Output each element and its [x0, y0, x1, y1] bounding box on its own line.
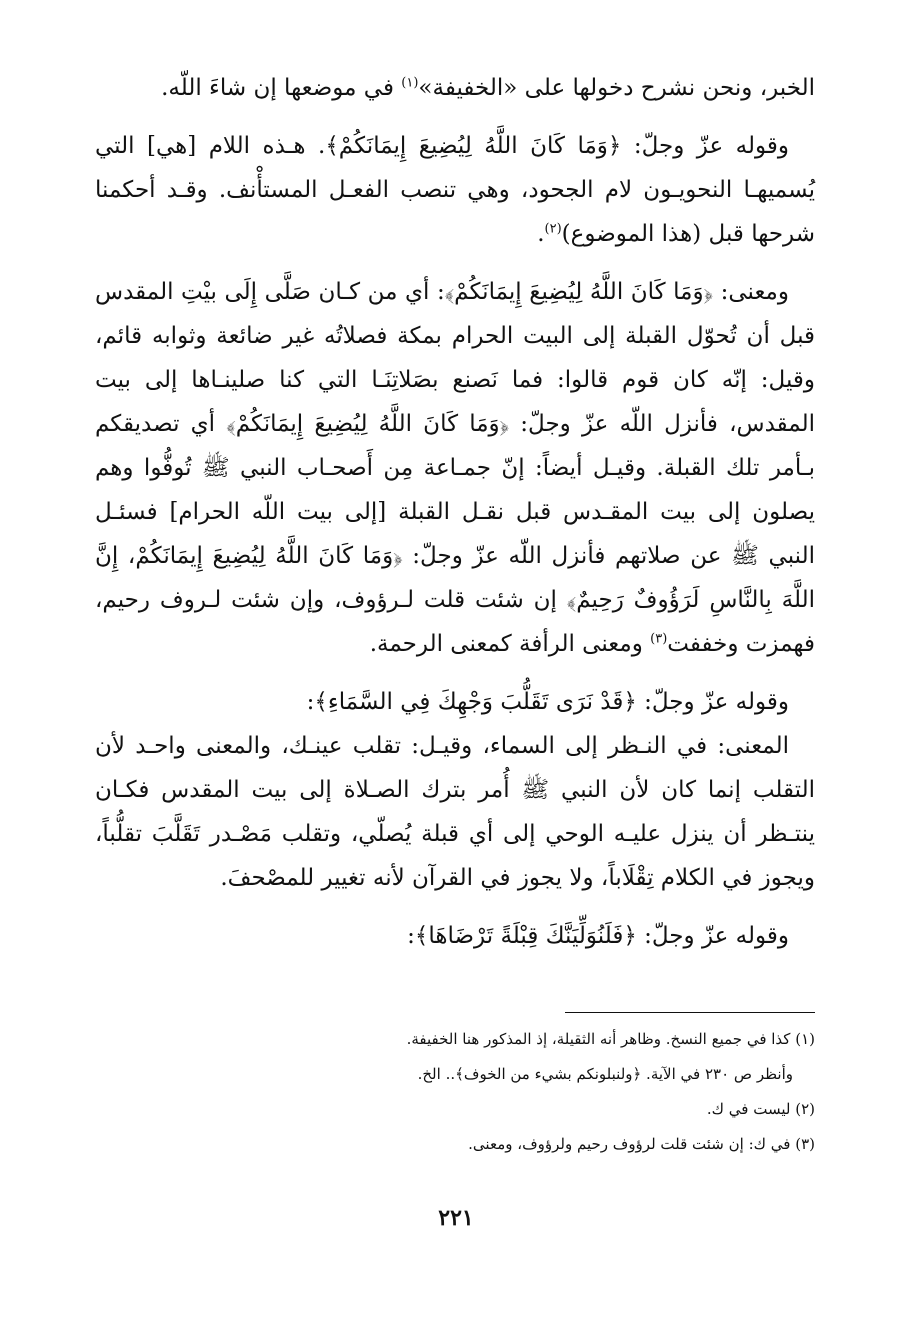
paragraph-4	[95, 680, 815, 724]
text-segment: الخبر، ونحن نشرح دخولها على «الخفيفة»	[418, 75, 815, 101]
footnote-3: (٣) في ك: إن شئت قلت لرؤوف رحيم ولرؤوف، ومعنى.	[468, 1135, 815, 1153]
text-segment: في موضعها إن شاءَ اللّه.	[161, 75, 402, 101]
text-segment: إن شئت قلت لـرؤوف، وإن شئت لـروف رحيم، فهمزت وخففت	[95, 587, 815, 657]
paragraph-2	[95, 124, 815, 256]
text-segment: ومعنى:	[713, 279, 789, 305]
text-segment: :	[306, 689, 315, 715]
text-segment: أي تصديقكم بـأمر تلك القبلة. وقيـل أيضاً: إنّ جمـاعة مِن أَصحـاب النبي ﷺ تُوفُّوا وهم يصلون إلى بيت المقـدس قبل نقـل القبلة [إلى بيت اللّه الحرام] فسئـل النبي ﷺ عن صلاتهم فأنزل اللّه عزّ وجلّ:	[95, 411, 815, 569]
paragraph-1	[95, 66, 815, 110]
text-segment: وقوله عزّ وجلّ:	[621, 133, 789, 159]
page-number: ٢٢١	[438, 1205, 474, 1231]
text-segment: وقوله عزّ وجلّ:	[636, 689, 789, 715]
text-segment: .	[537, 221, 545, 247]
footnote-ref-2: (٢)	[544, 221, 562, 237]
quran-verse: ﴿وَمَا كَانَ اللَّهُ لِيُضِيعَ إِيمَانَكُمْ﴾	[444, 279, 714, 305]
quran-verse: ﴿وَمَا كَانَ اللَّهُ لِيُضِيعَ إِيمَانَكُمْ﴾	[226, 411, 510, 437]
footnote-1-continuation: وأنظر ص ٢٣٠ في الآية. ﴿ولنبلونكم بشيء من الخوف﴾.. الخ.	[417, 1065, 793, 1083]
quran-verse: ﴿فَلَنُوَلِّيَنَّكَ قِبْلَةً تَرْضَاهَا﴾	[414, 923, 637, 949]
footnotes	[150, 1022, 815, 1162]
paragraph-6	[95, 914, 815, 958]
paragraph-5	[95, 724, 815, 900]
paragraph-3	[95, 270, 815, 666]
text-segment: : أي من كـان صَلَّى إِلَى بيْتِ المقدس قبل أن تُحوّل القبلة إلى البيت الحرام بمكة فصلاتُه غير ضائعة وثوابه قائم، وقيل: إنّه كان قوم قالوا: فما نَصنع بصَلاتِنَـا التي كنا صلينـاها إلى بيت المقدس، فأنزل اللّه عزّ وجلّ:	[95, 279, 815, 437]
text-segment: ومعنى الرأفة كمعنى الرحمة.	[369, 631, 651, 657]
text-segment: وقوله عزّ وجلّ:	[636, 923, 789, 949]
footnote-ref-3: (٣)	[650, 631, 668, 647]
footnote-divider	[565, 1012, 815, 1013]
quran-verse: ﴿وَمَا كَانَ اللَّهُ لِيُضِيعَ إِيمَانَكُمْ، إِنَّ اللَّهَ بِالنَّاسِ لَرَؤُوفٌ رَحِيمٌ﴾	[95, 543, 815, 613]
quran-verse: ﴿قَدْ نَرَى تَقَلُّبَ وَجْهِكَ فِي السَّمَاءِ﴾	[314, 689, 637, 715]
text-segment: :	[407, 923, 415, 949]
text-segment: . هـذه اللام [هي] التي يُسميهـا النحويـون لام الجحود، وهي تنصب الفعـل المستأْنف. وقـد أحكمنا شرحها قبل (هذا الموضوع)	[95, 133, 815, 247]
text-segment: المعنى: في النـظر إلى السماء، وقيـل: تقلب عينـك، والمعنى واحـد لأن التقلب إنما كان لأن النبي ﷺ أُمر بترك الصـلاة إلى بيت المقدس فكـان ينتـظر أن ينزل عليـه الوحي إلى أي قبلة يُصلّي، وتقلب مَصْـدر تَقَلَّبَ تقلُّباً، ويجوز في الكلام تِقْلَاباً، ولا يجوز في القرآن لأنه تغيير للمصْحفَ.	[95, 733, 815, 891]
footnote-ref-1: (١)	[401, 75, 419, 91]
footnote-1: (١) كذا في جميع النسخ. وظاهر أنه الثقيلة، إذ المذكور هنا الخفيفة.	[406, 1030, 815, 1048]
footnote-2: (٢) ليست في ك.	[706, 1100, 815, 1118]
quran-verse: ﴿وَمَا كَانَ اللَّهُ لِيُضِيعَ إِيمَانَكُمْ﴾	[325, 133, 622, 159]
main-text	[95, 66, 815, 958]
